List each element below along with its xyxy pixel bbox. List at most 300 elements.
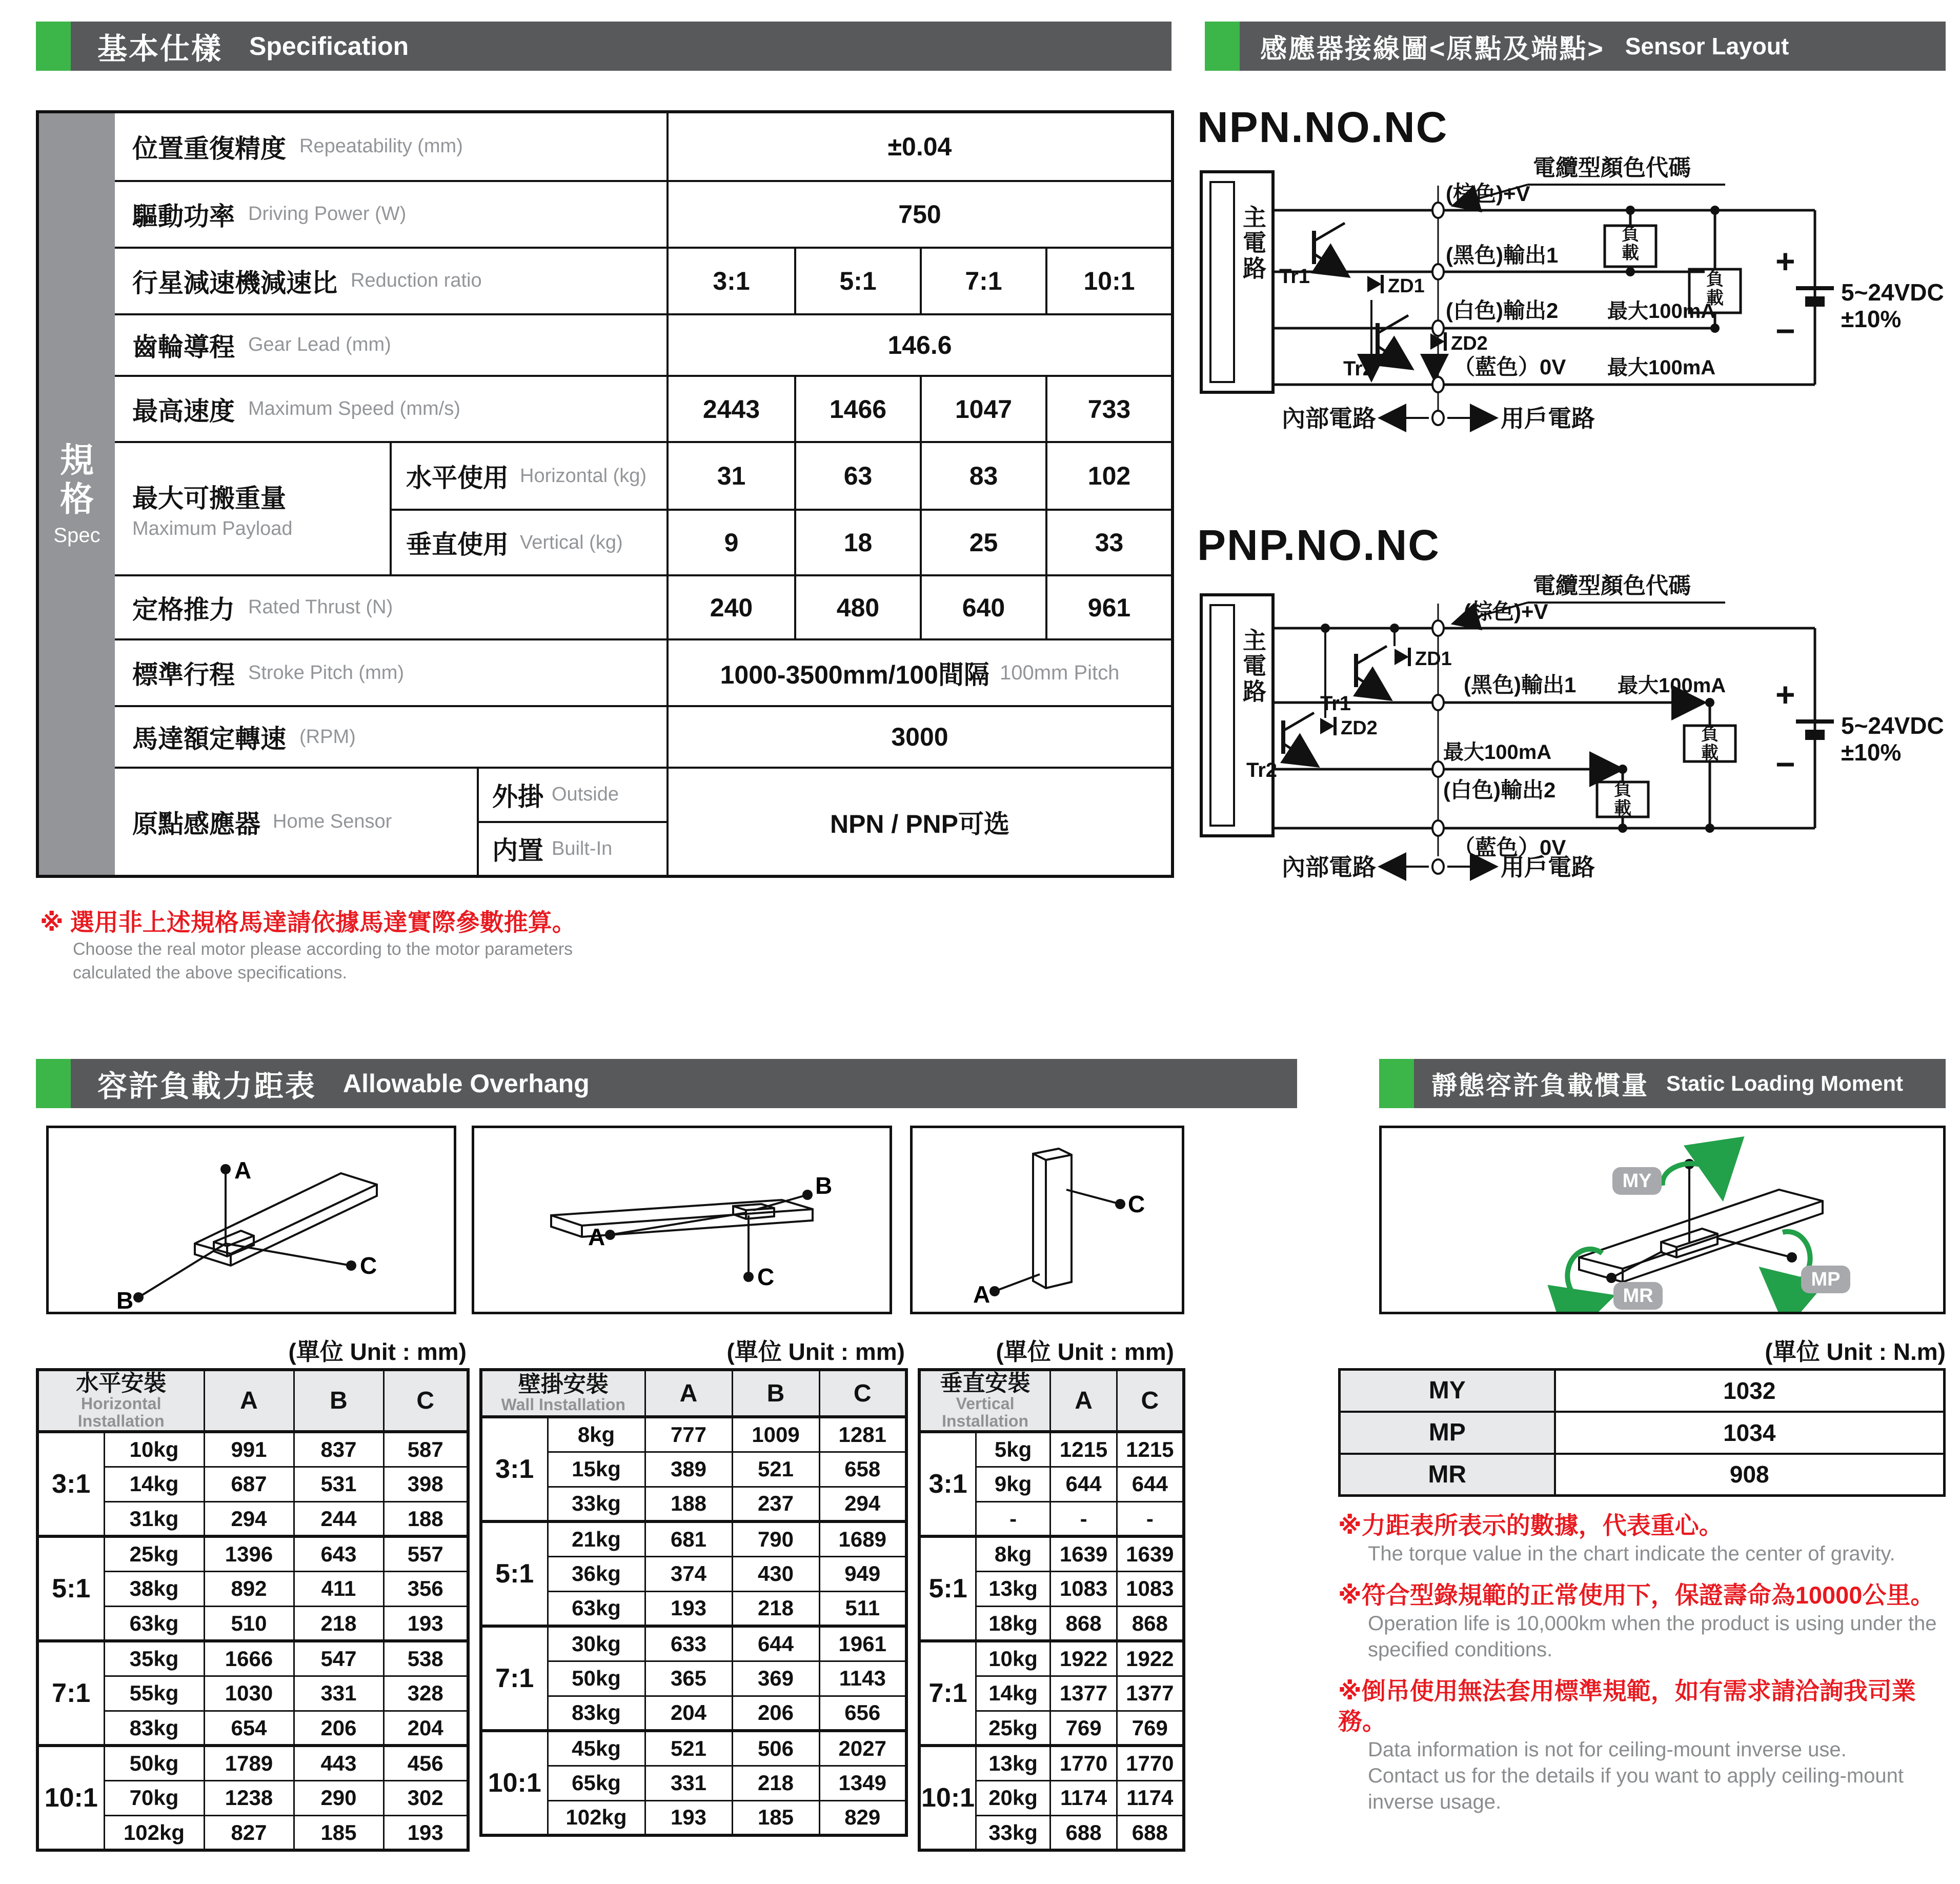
overhang-table — [479, 1368, 908, 1837]
value-cell: - — [1117, 1501, 1184, 1536]
wire-blue-label: （藍色）0V — [1453, 835, 1566, 859]
value-cell: 1770 — [1117, 1746, 1184, 1780]
value-cell: 1961 — [819, 1626, 906, 1661]
home-sensor-builtin — [479, 821, 666, 875]
ratio-cell: 10:1 — [919, 1746, 976, 1850]
value-cell: 25 — [920, 511, 1045, 574]
weight-cell: 102kg — [548, 1800, 645, 1835]
vertical-installation-drawing — [913, 1128, 1182, 1312]
supply-tolerance-label: ±10% — [1841, 739, 1902, 766]
wire-brown-label: (棕色)+V — [1446, 182, 1530, 206]
column-header: A — [1050, 1370, 1117, 1432]
footnote-en: inverse usage. — [1368, 1790, 1502, 1813]
column-header: B — [732, 1370, 819, 1417]
tr1-label: Tr1 — [1320, 692, 1351, 715]
header-bar — [1414, 1059, 1946, 1108]
row-label-en: Repeatability (mm) — [299, 135, 463, 157]
value-cell: 443 — [294, 1746, 383, 1780]
column-header: B — [294, 1370, 383, 1432]
spec-row-gear-lead — [115, 313, 1171, 375]
row-values — [669, 377, 1171, 442]
value-cell: 365 — [645, 1661, 732, 1696]
weight-cell: 9kg — [976, 1467, 1050, 1501]
weight-cell: 36kg — [548, 1556, 645, 1591]
value-cell: 206 — [732, 1696, 819, 1731]
value-cell: 1396 — [204, 1536, 294, 1571]
table-title-en: Wall Installation — [501, 1395, 625, 1414]
moment-label: MR — [1340, 1454, 1555, 1496]
ratio-cell: 10:1 — [37, 1746, 104, 1850]
footnote — [1338, 1676, 1953, 1815]
ratio-cell: 10:1 — [481, 1731, 548, 1835]
value-cell: 294 — [204, 1501, 294, 1536]
row-label-zh: 標準行程 — [132, 660, 235, 690]
value-cell: 1083 — [1050, 1571, 1117, 1606]
sub-label-en: Built-In — [552, 837, 613, 859]
weight-cell: 10kg — [104, 1432, 204, 1467]
table-title-zh: 水平安裝 — [76, 1371, 167, 1396]
value-cell: 1083 — [1117, 1571, 1184, 1606]
weight-cell: 63kg — [104, 1606, 204, 1641]
weight-cell: 18kg — [976, 1606, 1050, 1641]
value-cell: 991 — [204, 1432, 294, 1467]
value-cell: 827 — [204, 1815, 294, 1850]
zd2-label: ZD2 — [1341, 717, 1378, 739]
wall-installation-drawing — [474, 1128, 890, 1312]
weight-cell: 21kg — [548, 1521, 645, 1556]
supply-voltage-label: 5~24VDC — [1841, 712, 1944, 739]
row-label-zh: 行星減速機減速比 — [132, 268, 337, 297]
ratio-cell: 3:1 — [481, 1417, 548, 1521]
sub-label-en: Vertical (kg) — [520, 531, 623, 553]
column-header: C — [383, 1370, 468, 1432]
value-cell: 193 — [383, 1606, 468, 1641]
row-label-zh: 最大可搬重量 — [132, 484, 286, 513]
weight-cell: 102kg — [104, 1815, 204, 1850]
axis-a-label: A — [234, 1157, 252, 1184]
value-cell: 193 — [383, 1815, 468, 1850]
row-value: NPN / PNP可选 — [830, 809, 1010, 838]
home-sensor-subcolumn — [479, 769, 669, 875]
weight-cell: 63kg — [548, 1591, 645, 1626]
value-cell: 521 — [645, 1731, 732, 1766]
horizontal-installation-table — [36, 1368, 470, 1852]
value-cell: 331 — [294, 1676, 383, 1711]
table-row — [919, 1536, 1184, 1571]
value-cell: 769 — [1050, 1711, 1117, 1746]
table-row — [919, 1432, 1184, 1467]
sub-label-en: Horizontal (kg) — [520, 465, 647, 487]
wire-brown-label: (棕色)+V — [1464, 599, 1548, 624]
wire-black-label: (黑色)輸出1 — [1446, 243, 1559, 267]
spec-row-home-sensor — [115, 767, 1171, 875]
sub-label-zh: 垂直使用 — [406, 530, 509, 559]
moment-label: MY — [1340, 1370, 1555, 1412]
row-label-en: Maximum Payload — [132, 517, 293, 539]
spec-footnote — [40, 904, 576, 985]
ratio-cell: 5:1 — [37, 1536, 104, 1641]
value-cell: 643 — [294, 1536, 383, 1571]
value-cell: 244 — [294, 1501, 383, 1536]
value-cell: 193 — [645, 1591, 732, 1626]
value-cell: 83 — [920, 443, 1045, 509]
moment-value: 908 — [1555, 1454, 1945, 1496]
weight-cell: 8kg — [976, 1536, 1050, 1571]
value-cell: 868 — [1117, 1606, 1184, 1641]
column-header: C — [1117, 1370, 1184, 1432]
row-label-zh: 驅動功率 — [132, 202, 235, 231]
value-cell: 1143 — [819, 1661, 906, 1696]
weight-cell: 30kg — [548, 1626, 645, 1661]
value-cell: 681 — [645, 1521, 732, 1556]
npn-wires — [1201, 172, 1834, 418]
value-cell: 688 — [1117, 1815, 1184, 1850]
section-title-en: Static Loading Moment — [1666, 1071, 1903, 1095]
value-cell: 1009 — [732, 1417, 819, 1452]
value-cell: 538 — [383, 1641, 468, 1676]
overhang-table — [36, 1368, 470, 1852]
weight-cell: 83kg — [548, 1696, 645, 1731]
value-cell: 290 — [294, 1780, 383, 1815]
section-title-zh: 感應器接線圖<原點及端點> — [1260, 34, 1605, 64]
value-cell: 1281 — [819, 1417, 906, 1452]
row-label-zh: 馬達額定轉速 — [132, 725, 286, 754]
column-header: A — [204, 1370, 294, 1432]
axis-c-label: C — [360, 1252, 377, 1279]
table-title — [481, 1370, 645, 1417]
footnote-zh: ※力距表所表示的數據，代表重心。 — [1338, 1512, 1723, 1539]
value-cell: 892 — [204, 1571, 294, 1606]
value-cell: 506 — [732, 1731, 819, 1766]
row-value — [669, 640, 1171, 705]
npn-title: NPN.NO.NC — [1197, 103, 1448, 151]
value-cell: 644 — [1050, 1467, 1117, 1501]
spec-row-repeatability — [115, 113, 1171, 180]
weight-cell: - — [976, 1501, 1050, 1536]
row-label-en: (RPM) — [299, 726, 356, 748]
value-cell: 389 — [645, 1452, 732, 1487]
value-cell: 868 — [1050, 1606, 1117, 1641]
row-label-zh: 原點感應器 — [132, 809, 260, 838]
table-row — [37, 1432, 468, 1467]
value-cell: 480 — [794, 576, 920, 638]
value-cell: 2443 — [702, 394, 760, 424]
table-row — [37, 1536, 468, 1571]
overhang-diagram-horizontal — [46, 1126, 456, 1314]
home-sensor-outside — [479, 769, 666, 820]
value-cell: 31 — [717, 462, 746, 491]
spec-row-rated-thrust — [115, 574, 1171, 638]
static-moment-drawing — [1382, 1128, 1943, 1312]
table-title — [37, 1370, 204, 1432]
weight-cell: 25kg — [104, 1536, 204, 1571]
column-header: C — [819, 1370, 906, 1417]
pnp-circuit-diagram — [1197, 572, 1956, 887]
value-cell: - — [1050, 1501, 1117, 1536]
value-cell: 1377 — [1050, 1676, 1117, 1711]
overhang-section-header — [36, 1059, 1297, 1108]
column-outline — [995, 1149, 1120, 1291]
row-label-en: Maximum Speed (mm/s) — [248, 398, 460, 420]
max-current-label: 最大100mA — [1443, 741, 1552, 764]
table-row — [37, 1641, 468, 1676]
table-header-row — [37, 1370, 468, 1432]
footnote-en: calculated the above specifications. — [73, 963, 347, 983]
footnote-en: Contact us for the details if you want to apply ceiling-mount — [1368, 1764, 1904, 1787]
main-circuit-label: 主電路 — [1243, 204, 1266, 282]
table-title-zh: 垂直安裝 — [940, 1371, 1030, 1396]
value-cell: 10:1 — [1045, 249, 1171, 313]
minus-sign: − — [1775, 745, 1795, 783]
weight-cell: 33kg — [548, 1487, 645, 1521]
overhang-table — [918, 1368, 1185, 1852]
table-row — [481, 1417, 906, 1452]
ratio-cell: 3:1 — [919, 1432, 976, 1536]
value-cell: 769 — [1117, 1711, 1184, 1746]
footnote-zh: ※符合型錄規範的正常使用下，保證壽命為10000公里。 — [1338, 1581, 1935, 1609]
value-cell: 7:1 — [920, 249, 1045, 313]
row-value: 3000 — [891, 723, 948, 752]
spec-row-max-payload — [115, 441, 1171, 574]
value-cell: 1770 — [1050, 1746, 1117, 1780]
moment-footnotes — [1338, 1511, 1953, 1829]
spec-row-stroke — [115, 638, 1171, 705]
weight-cell: 65kg — [548, 1766, 645, 1800]
mr-badge: MR — [1623, 1285, 1653, 1307]
value-cell: 837 — [294, 1432, 383, 1467]
value-cell: 1639 — [1117, 1536, 1184, 1571]
row-value: 146.6 — [887, 330, 952, 359]
weight-cell: 13kg — [976, 1571, 1050, 1606]
footnote-en: Data information is not for ceiling-mount inverse use. — [1368, 1738, 1847, 1761]
footnote — [1338, 1511, 1953, 1567]
row-values — [669, 576, 1171, 638]
value-cell: 218 — [294, 1606, 383, 1641]
section-title-zh: 基本仕樣 — [97, 32, 223, 66]
value-cell: 456 — [383, 1746, 468, 1780]
main-circuit-label: 主電路 — [1243, 627, 1266, 705]
weight-cell: 13kg — [976, 1746, 1050, 1780]
weight-cell: 14kg — [104, 1467, 204, 1501]
value-cell: 102 — [1045, 443, 1171, 509]
user-circuit-label: 用戶電路 — [1501, 405, 1595, 432]
footnote-en: Choose the real motor please according to the motor parameters — [73, 939, 573, 959]
table-title — [919, 1370, 1050, 1432]
footnote-zh: ※ 選用非上述規格馬達請依據馬達實際參數推算。 — [40, 909, 576, 936]
value-cell: 1030 — [204, 1676, 294, 1711]
spec-row-rpm — [115, 705, 1171, 767]
value-cell: 949 — [819, 1556, 906, 1591]
value-cell: 240 — [710, 593, 753, 622]
value-cell: 218 — [732, 1591, 819, 1626]
sub-label-en: Outside — [552, 784, 619, 806]
moment-row — [1340, 1412, 1945, 1454]
accent-square — [36, 1059, 71, 1108]
ratio-cell: 7:1 — [919, 1641, 976, 1746]
spec-row-max-speed — [115, 375, 1171, 442]
value-cell: 331 — [645, 1766, 732, 1800]
value-cell: 688 — [1050, 1815, 1117, 1850]
value-cell: 829 — [819, 1800, 906, 1835]
value-cell: 557 — [383, 1536, 468, 1571]
table-row — [919, 1641, 1184, 1676]
value-cell: 430 — [732, 1556, 819, 1591]
value-cell: 356 — [383, 1571, 468, 1606]
internal-circuit-label: 內部電路 — [1282, 405, 1376, 432]
ratio-cell: 7:1 — [37, 1641, 104, 1746]
header-bar — [1240, 22, 1946, 71]
table-row — [37, 1746, 468, 1780]
value-cell: 654 — [204, 1711, 294, 1746]
tr1-label: Tr1 — [1279, 265, 1310, 288]
accent-square — [1205, 22, 1240, 71]
sensor-section-header — [1205, 22, 1946, 71]
beam-outline — [138, 1169, 377, 1297]
moment-diagram-box — [1379, 1126, 1946, 1314]
row-value: 750 — [898, 199, 941, 229]
column-header: A — [645, 1370, 732, 1417]
stroke-value: 1000-3500mm/100間隔 — [720, 660, 989, 690]
spec-row-reduction-ratio — [115, 247, 1171, 313]
header-bar — [71, 22, 1171, 71]
cable-code-label: 電纜型顏色代碼 — [1533, 155, 1691, 181]
moment-section-header — [1379, 1059, 1946, 1108]
weight-cell: 25kg — [976, 1711, 1050, 1746]
internal-circuit-label: 內部電路 — [1282, 854, 1376, 880]
weight-cell: 55kg — [104, 1676, 204, 1711]
wire-black-label: (黑色)輸出1 — [1464, 673, 1577, 697]
value-cell: 3:1 — [713, 266, 750, 295]
value-cell: 1922 — [1050, 1641, 1117, 1676]
value-cell: 237 — [732, 1487, 819, 1521]
value-cell: 1789 — [204, 1746, 294, 1780]
weight-cell: 70kg — [104, 1780, 204, 1815]
ratio-cell: 5:1 — [481, 1521, 548, 1626]
row-value: ±0.04 — [887, 132, 952, 161]
weight-cell: 83kg — [104, 1711, 204, 1746]
value-cell: 411 — [294, 1571, 383, 1606]
overhang-diagram-vertical — [910, 1126, 1184, 1314]
row-label-zh: 齒輪導程 — [132, 332, 235, 362]
spec-side-zh: 規格 — [60, 441, 94, 518]
table-title-en: Horizontal Installation — [77, 1394, 165, 1430]
weight-cell: 38kg — [104, 1571, 204, 1606]
value-cell: 63 — [794, 443, 920, 509]
value-cell: 1377 — [1117, 1676, 1184, 1711]
spec-table — [36, 110, 1174, 878]
value-cell: 185 — [294, 1815, 383, 1850]
axis-b-label: B — [815, 1172, 833, 1199]
load-label: 負載 — [1701, 725, 1719, 763]
footnote-en: Operation life is 10,000km when the product is using under the — [1368, 1612, 1937, 1635]
max-current-label: 最大100mA — [1607, 300, 1716, 323]
value-cell: 188 — [645, 1487, 732, 1521]
value-cell: 218 — [732, 1766, 819, 1800]
user-circuit-label: 用戶電路 — [1501, 854, 1595, 880]
weight-cell: 33kg — [976, 1815, 1050, 1850]
weight-cell: 31kg — [104, 1501, 204, 1536]
wire-white-label: (白色)輸出2 — [1443, 778, 1556, 802]
unit-label-nm: (單位 Unit : N.m) — [1765, 1338, 1946, 1365]
value-cell: 193 — [645, 1800, 732, 1835]
value-cell: 687 — [204, 1467, 294, 1501]
spec-section-header — [36, 22, 1171, 71]
moment-row — [1340, 1370, 1945, 1412]
value-cell: 1349 — [819, 1766, 906, 1800]
value-cell: 1174 — [1050, 1780, 1117, 1815]
value-cell: 1174 — [1117, 1780, 1184, 1815]
value-cell: 398 — [383, 1467, 468, 1501]
weight-cell: 35kg — [104, 1641, 204, 1676]
weight-cell: 5kg — [976, 1432, 1050, 1467]
value-cell: 302 — [383, 1780, 468, 1815]
accent-square — [1379, 1059, 1414, 1108]
value-cell: 733 — [1045, 377, 1171, 442]
unit-label-mm: (單位 Unit : mm) — [726, 1338, 905, 1365]
my-badge: MY — [1622, 1170, 1652, 1192]
row-label-en: Reduction ratio — [351, 270, 482, 292]
ratio-cell: 5:1 — [919, 1536, 976, 1641]
value-cell: 1922 — [1117, 1641, 1184, 1676]
stroke-value-en: 100mm Pitch — [999, 661, 1120, 684]
footnote-zh: ※倒吊使用無法套用標準規範，如有需求請洽詢我司業務。 — [1338, 1677, 1916, 1735]
sub-label-zh: 外掛 — [492, 782, 543, 811]
value-cell: 188 — [383, 1501, 468, 1536]
value-cell: 1689 — [819, 1521, 906, 1556]
axis-b-label: B — [116, 1287, 134, 1312]
row-label-en: Gear Lead (mm) — [248, 334, 391, 356]
value-cell: 1666 — [204, 1641, 294, 1676]
pnp-title: PNP.NO.NC — [1197, 521, 1440, 569]
zd1-label: ZD1 — [1415, 648, 1452, 670]
supply-voltage-label: 5~24VDC — [1841, 279, 1944, 306]
section-title-zh: 容許負載力距表 — [97, 1070, 317, 1103]
axis-c-label: C — [757, 1264, 775, 1290]
ratio-cell: 3:1 — [37, 1432, 104, 1536]
value-cell: 547 — [294, 1641, 383, 1676]
wall-installation-table — [479, 1368, 908, 1837]
value-cell: 18 — [794, 511, 920, 574]
weight-cell: 15kg — [548, 1452, 645, 1487]
cable-code-label: 電纜型顏色代碼 — [1533, 573, 1691, 598]
axis-dots — [605, 1190, 813, 1282]
value-cell: 33 — [1045, 511, 1171, 574]
value-cell: 587 — [383, 1432, 468, 1467]
row-label-zh: 最高速度 — [132, 396, 235, 426]
value-cell: 374 — [645, 1556, 732, 1591]
moment-badges — [1612, 1167, 1850, 1310]
spec-side-label — [39, 113, 115, 875]
footnote-en: specified conditions. — [1368, 1638, 1553, 1661]
unit-label-mm: (單位 Unit : mm) — [996, 1338, 1174, 1365]
value-cell: 640 — [920, 576, 1045, 638]
axis-c-label: C — [1128, 1191, 1145, 1217]
table-row — [481, 1626, 906, 1661]
weight-cell: 20kg — [976, 1780, 1050, 1815]
weight-cell: 14kg — [976, 1676, 1050, 1711]
max-current-label: 最大100mA — [1607, 356, 1716, 379]
payload-vertical-row — [392, 509, 1171, 574]
moment-value: 1034 — [1555, 1412, 1945, 1454]
value-cell: 644 — [1117, 1467, 1184, 1501]
moment-table — [1338, 1368, 1946, 1497]
payload-label — [115, 443, 392, 574]
weight-cell: 50kg — [104, 1746, 204, 1780]
payload-horizontal-row — [392, 443, 1171, 509]
table-title-en: Vertical Installation — [942, 1394, 1028, 1430]
table-row — [919, 1746, 1184, 1780]
spec-side-en: Spec — [53, 524, 100, 547]
